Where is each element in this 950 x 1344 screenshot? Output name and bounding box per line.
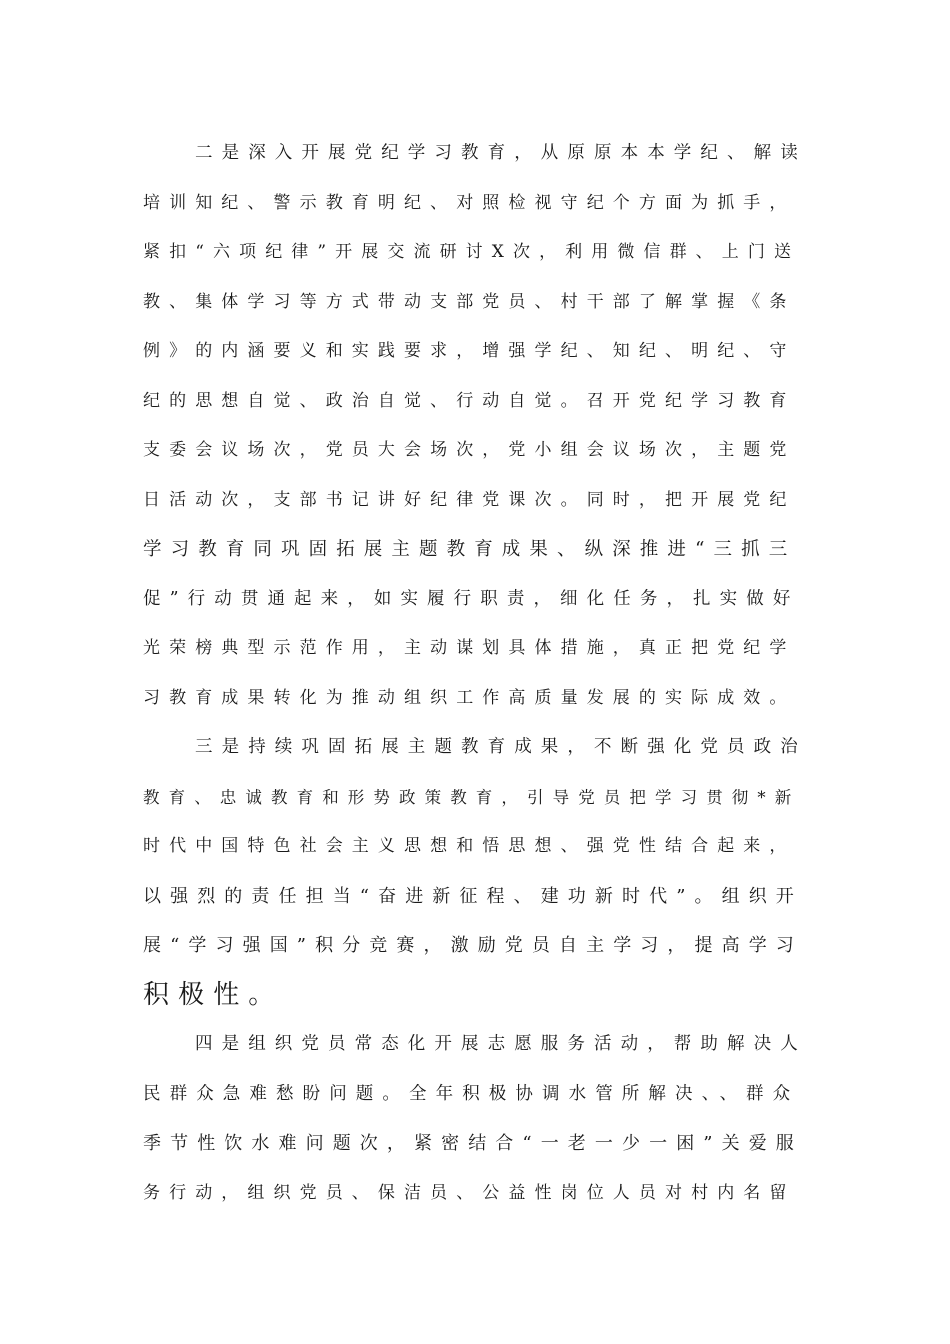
paragraph-3-line-4: 以强烈的责任担当“奋进新征程、建功新时代”。组织开: [143, 885, 803, 907]
paragraph-4-line-4: 务行动，组织党员、保洁员、公益性岗位人员对村内名留: [143, 1182, 796, 1203]
paragraph-3-line-2: 教育、忠诚教育和形势政策教育，引导党员把学习贯彻*新: [143, 787, 801, 807]
paragraph-2-line-11: 光荣榜典型示范作用，主动谋划具体措施，真正把党纪学: [143, 638, 796, 658]
paragraph-2-line-1: 二是深入开展党纪学习教育，从原原本本学纪、解读: [195, 143, 807, 163]
paragraph-2-line-4: 教、集体学习等方式带动支部党员、村干部了解掌握《条: [143, 291, 796, 312]
paragraph-2-line-10: 促”行动贯通起来，如实履行职责，细化任务，扎实做好: [143, 588, 800, 609]
paragraph-4-line-3: 季节性饮水难问题次，紧密结合“一老一少一困”关爱服: [143, 1133, 803, 1154]
paragraph-2-line-3: 紧扣“六项纪律”开展交流研讨X次，利用微信群、上门送: [143, 242, 801, 262]
paragraph-4-line-1: 四是组织党员常态化开展志愿服务活动，帮助解决人: [195, 1034, 807, 1054]
paragraph-2-line-7: 支委会议场次，党员大会场次，党小组会议场次，主题党: [143, 440, 796, 460]
paragraph-2-line-6: 纪的思想自觉、政治自觉、行动自觉。召开党纪学习教育: [143, 390, 796, 411]
paragraph-3-line-1: 三是持续巩固拓展主题教育成果，不断强化党员政治: [195, 737, 807, 757]
document-body: [143, 129, 807, 1218]
paragraph-2-line-9: 学习教育同巩固拓展主题教育成果、纵深推进“三抓三: [143, 539, 797, 560]
paragraph-3-line-6: 积极性。: [143, 979, 284, 1010]
paragraph-3-line-5: 展“学习强国”积分竞赛，激励党员自主学习，提高学习: [143, 935, 803, 956]
paragraph-2-line-2: 培训知纪、警示教育明纪、对照检视守纪个方面为抓手，: [143, 192, 796, 213]
paragraph-2-line-8: 日活动次，支部书记讲好纪律党课次。同时，把开展党纪: [143, 489, 796, 510]
paragraph-4-line-2: 民群众急难愁盼问题。全年积极协调水管所解决、、群众: [143, 1083, 800, 1104]
paragraph-3-line-3: 时代中国特色社会主义思想和悟思想、强党性结合起来，: [143, 836, 796, 856]
paragraph-2-line-12: 习教育成果转化为推动组织工作高质量发展的实际成效。: [143, 687, 796, 708]
paragraph-2-line-5: 例》的内涵要义和实践要求，增强学纪、知纪、明纪、守: [143, 341, 796, 361]
